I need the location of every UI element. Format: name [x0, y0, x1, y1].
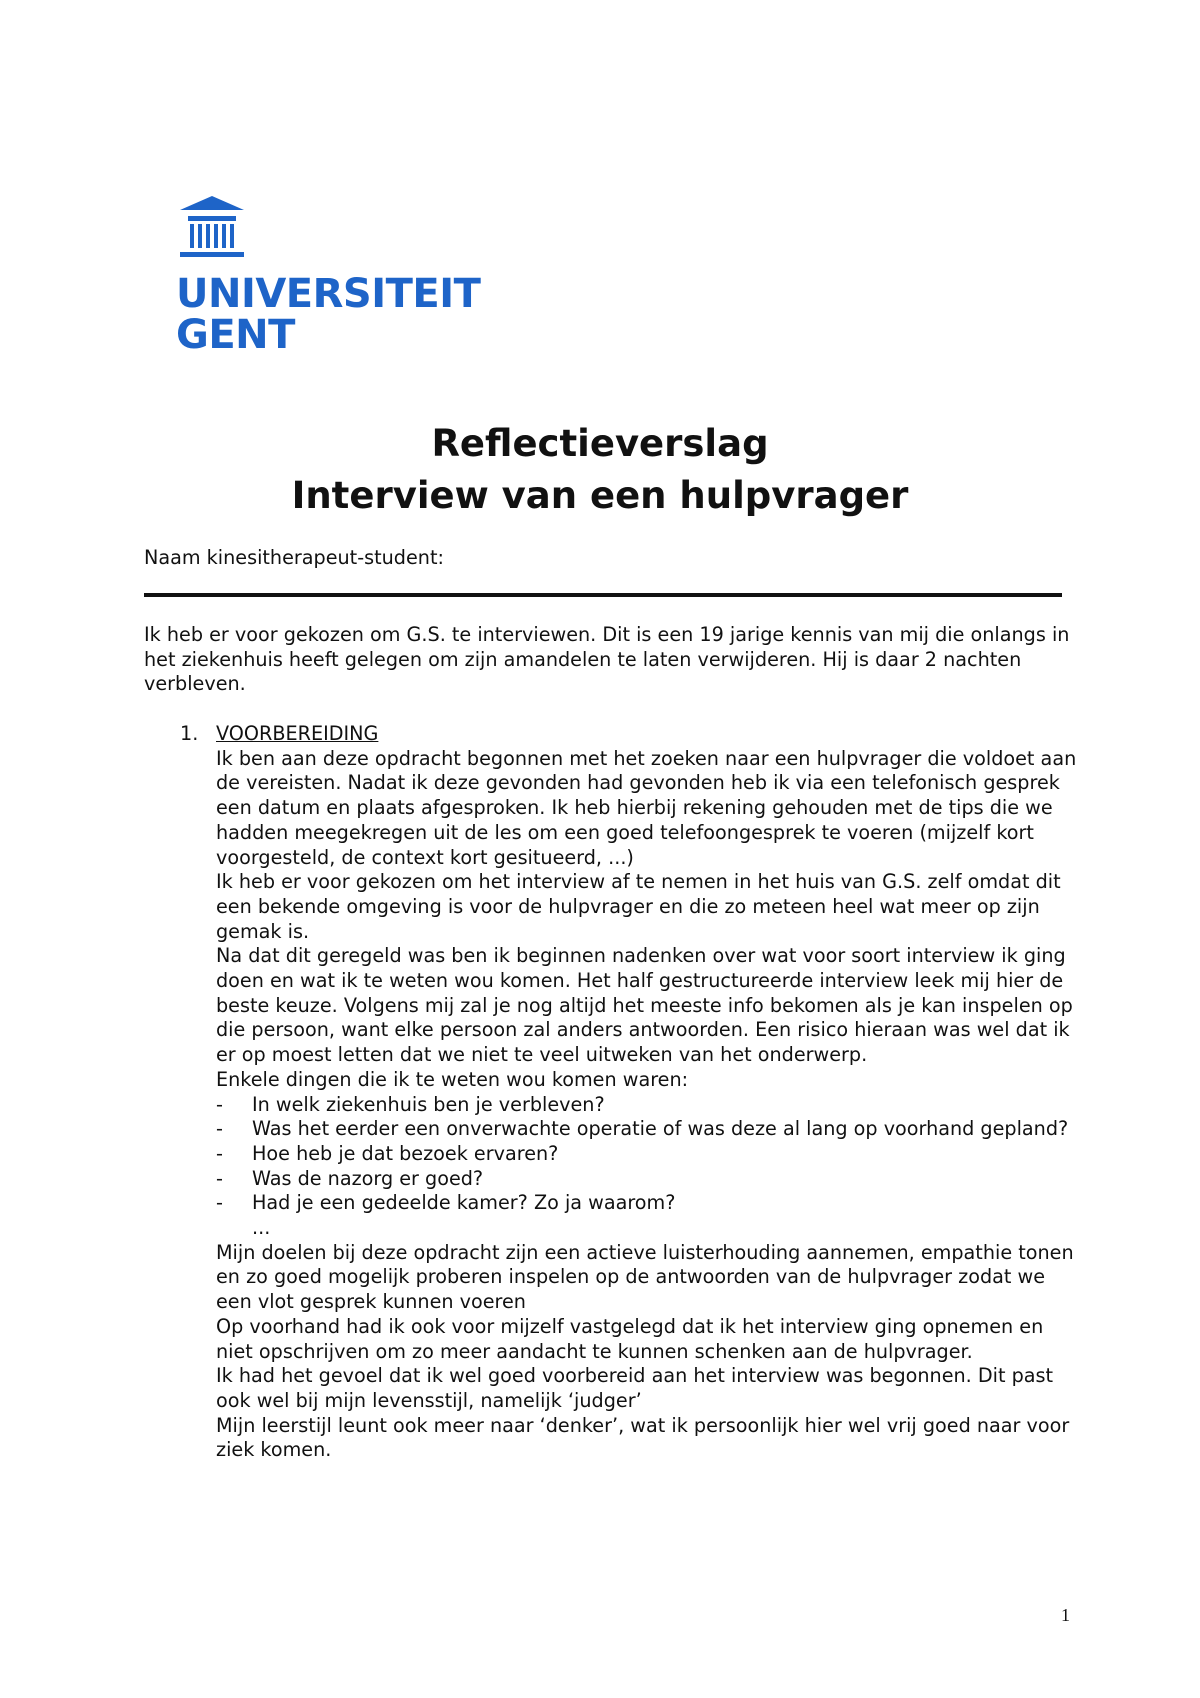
intro-paragraph: Ik heb er voor gekozen om G.S. te interviewen. Dit is een 19 jarige kennis van mij die onlangs in het ziekenhuis heeft gelegen om zijn amandelen te laten verwijderen. Hij is daar 2 nachten verbleven.	[144, 623, 1070, 696]
bullet-dash: -	[216, 1191, 223, 1215]
document-subtitle: Interview van een hulpvrager	[291, 474, 909, 517]
logo-text-line2: GENT	[176, 312, 295, 358]
paragraph: Mijn leerstijl leunt ook meer naar ‘denker’, wat ik persoonlijk hier wel vrij goed naar voor ziek komen.	[216, 1413, 1070, 1462]
paragraph: Ik heb er voor gekozen om het interview af te nemen in het huis van G.S. zelf omdat dit een bekende omgeving is voor de hulpvrager en die zo meteen heel wat meer op zijn gemak is.	[216, 870, 1061, 943]
list-ellipsis: ...	[252, 1216, 271, 1240]
horizontal-divider	[144, 593, 1062, 597]
student-name-label: Naam kinesitherapeut-student:	[144, 546, 444, 569]
university-building-icon	[176, 194, 248, 264]
section-number: 1.	[180, 722, 199, 745]
paragraph: Enkele dingen die ik te weten wou komen waren:	[216, 1067, 689, 1091]
bullet-dash: -	[216, 1166, 223, 1190]
list-item	[216, 1093, 1084, 1118]
paragraph: Mijn doelen bij deze opdracht zijn een actieve luisterhouding aannemen, empathie tonen en zo goed mogelijk proberen inspelen op de antwoorden van de hulpvrager zodat we een vlot gesprek kunnen voeren	[216, 1240, 1074, 1314]
paragraph: Na dat dit geregeld was ben ik beginnen nadenken over wat voor soort interview ik ging doen en wat ik te weten wou komen. Het half gestructureerde interview leek mij hier de beste keuze. Volgens mij zal je nog altijd het meeste info bekomen als je kan inspelen op die persoon, want elke persoon zal anders antwoorden. Een risico hieraan was wel dat ik er op moest letten dat we niet te veel uitweken van het onderwerp.	[216, 944, 1073, 1067]
list-item	[216, 1167, 1084, 1192]
list-item-text: Was de nazorg er goed?	[252, 1166, 484, 1190]
bullet-dash: -	[216, 1117, 223, 1141]
question-list	[216, 1093, 1084, 1217]
section-title: VOORBEREIDING	[216, 722, 379, 745]
list-item	[216, 1117, 1084, 1142]
paragraph: Op voorhand had ik ook voor mijzelf vastgelegd dat ik het interview ging opnemen en niet opschrijven om zo meer aandacht te kunnen schenken aan de hulpvrager.	[216, 1314, 1044, 1363]
list-item-text: In welk ziekenhuis ben je verbleven?	[252, 1092, 605, 1116]
list-item-text: Had je een gedeelde kamer? Zo ja waarom?	[252, 1191, 676, 1215]
logo-text-line1: UNIVERSITEIT	[176, 271, 481, 317]
section-voorbereiding	[144, 722, 1084, 1463]
section-heading	[144, 722, 1084, 747]
document-title: Reflectieverslag	[431, 422, 769, 465]
university-logo	[176, 194, 481, 358]
page-number: 1	[1061, 1605, 1070, 1625]
list-item	[216, 1191, 1084, 1216]
section-body	[216, 747, 1084, 1463]
list-item-text: Was het eerder een onverwachte operatie of was deze al lang op voorhand gepland?	[252, 1117, 1069, 1141]
bullet-dash: -	[216, 1092, 223, 1116]
bullet-dash: -	[216, 1141, 223, 1165]
paragraph: Ik had het gevoel dat ik wel goed voorbereid aan het interview was begonnen. Dit past ook wel bij mijn levensstijl, namelijk ‘judger’	[216, 1364, 1054, 1412]
list-item	[216, 1142, 1084, 1167]
list-item-text: Hoe heb je dat bezoek ervaren?	[252, 1141, 559, 1165]
paragraph: Ik ben aan deze opdracht begonnen met het zoeken naar een hulpvrager die voldoet aan de vereisten. Nadat ik deze gevonden had gevonden heb ik via een telefonisch gesprek een datum en plaats afgesproken. Ik heb hierbij rekening gehouden met de tips die we hadden meegekregen uit de les om een goed telefoongesprek te voeren (mijzelf kort voorgesteld, de context kort gesitueerd, ...)	[216, 746, 1077, 869]
